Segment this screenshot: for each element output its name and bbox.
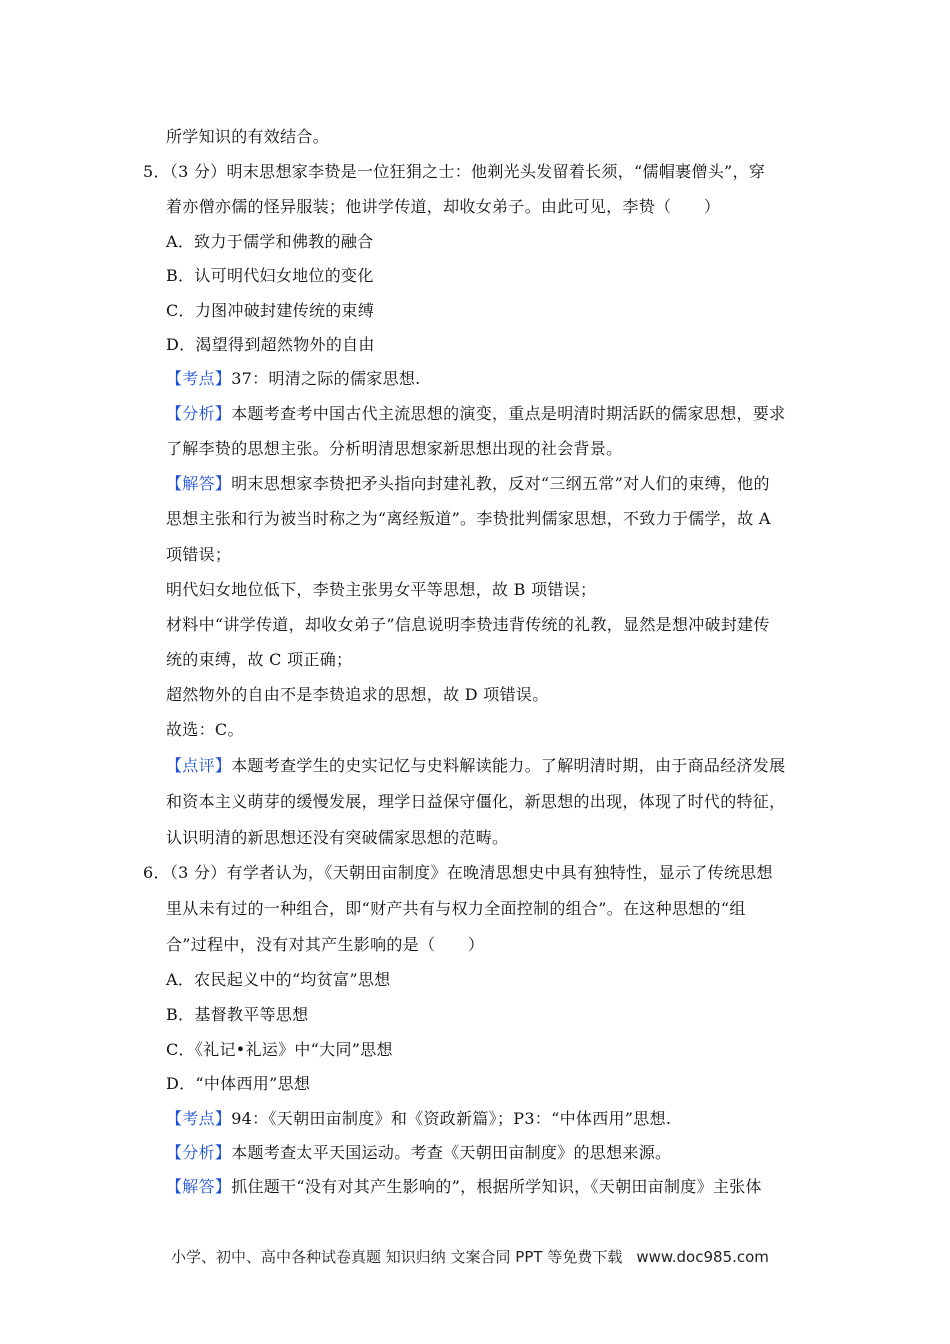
text-line: 项错误； — [166, 545, 232, 564]
text-line: 材料中“讲学传道，却收女弟子”信息说明李贽违背传统的礼教，显然是想冲破封建传 — [166, 615, 770, 634]
kaodian-tag: 【考点】 — [166, 369, 232, 388]
answer-line: 故选：C。 — [166, 720, 244, 739]
dianping-tag: 【点评】 — [166, 756, 232, 775]
question-5-stem: 5．（3 分）明末思想家李贽是一位狂狷之士：他剃光头发留着长须，“儒帽裹僧头”，穿 — [143, 162, 766, 181]
jieda-tag: 【解答】 — [166, 474, 232, 493]
option-a: A．农民起义中的“均贫富”思想 — [166, 970, 391, 989]
text-line: 统的束缚，故 C 项正确； — [166, 650, 353, 669]
footer-url: www.doc985.com — [636, 1248, 769, 1266]
text-line: 思想主张和行为被当时称之为“离经叛道”。李贽批判儒家思想，不致力于儒学，故 A — [166, 509, 771, 528]
text-line: 认识明清的新思想还没有突破儒家思想的范畴。 — [166, 828, 509, 847]
footer-text: 小学、初中、高中各种试卷真题 知识归纳 文案合同 PPT 等免费下载 — [171, 1248, 623, 1266]
dianping-line: 【点评】本题考查学生的史实记忆与史料解读能力。了解明清时期，由于商品经济发展 — [166, 756, 786, 775]
question-5-stem: 着亦僧亦儒的怪异服装；他讲学传道，却收女弟子。由此可见，李贽（ ） — [166, 197, 721, 216]
text-line: 和资本主义萌芽的缓慢发展，理学日益保守僵化，新思想的出现，体现了时代的特征， — [166, 792, 786, 811]
option-d: D．“中体西用”思想 — [166, 1074, 311, 1093]
fenxi-line: 【分析】本题考查太平天国运动。考查《天朝田亩制度》的思想来源。 — [166, 1143, 672, 1162]
option-d: D．渴望得到超然物外的自由 — [166, 335, 375, 354]
jieda-line: 【解答】明末思想家李贽把矛头指向封建礼教，反对“三纲五常”对人们的束缚，他的 — [166, 474, 770, 493]
option-b: B．认可明代妇女地位的变化 — [166, 266, 374, 285]
jieda-tag: 【解答】 — [166, 1177, 232, 1196]
fenxi-tag: 【分析】 — [166, 1143, 232, 1162]
text-line: 超然物外的自由不是李贽追求的思想，故 D 项错误。 — [166, 685, 549, 704]
fenxi-line: 【分析】本题考查考中国古代主流思想的演变，重点是明清时期活跃的儒家思想，要求 — [166, 404, 786, 423]
option-a: A．致力于儒学和佛教的融合 — [166, 232, 374, 251]
jieda-line: 【解答】抓住题干“没有对其产生影响的”，根据所学知识，《天朝田亩制度》主张体 — [166, 1177, 762, 1196]
option-b: B．基督教平等思想 — [166, 1005, 309, 1024]
option-c: C．《礼记•礼运》中“大同”思想 — [166, 1040, 393, 1059]
fenxi-tag: 【分析】 — [166, 404, 232, 423]
kaodian-tag: 【考点】 — [166, 1109, 232, 1128]
kaodian-line: 【考点】37：明清之际的儒家思想. — [166, 369, 421, 388]
option-c: C．力图冲破封建传统的束缚 — [166, 301, 375, 320]
text-line: 所学知识的有效结合。 — [166, 127, 330, 146]
text-line: 明代妇女地位低下，李贽主张男女平等思想，故 B 项错误； — [166, 580, 597, 599]
question-6-stem: 合”过程中，没有对其产生影响的是（ ） — [166, 935, 485, 954]
question-6-stem: 里从未有过的一种组合，即“财产共有与权力全面控制的组合”。在这种思想的“组 — [166, 899, 746, 918]
text-line: 了解李贽的思想主张。分析明清思想家新思想出现的社会背景。 — [166, 439, 623, 458]
kaodian-line: 【考点】94：《天朝田亩制度》和《资政新篇》；P3：“中体西用”思想. — [166, 1109, 672, 1128]
page-footer — [171, 1247, 769, 1267]
question-6-stem: 6．（3 分）有学者认为，《天朝田亩制度》在晚清思想史中具有独特性，显示了传统思想 — [143, 863, 773, 882]
